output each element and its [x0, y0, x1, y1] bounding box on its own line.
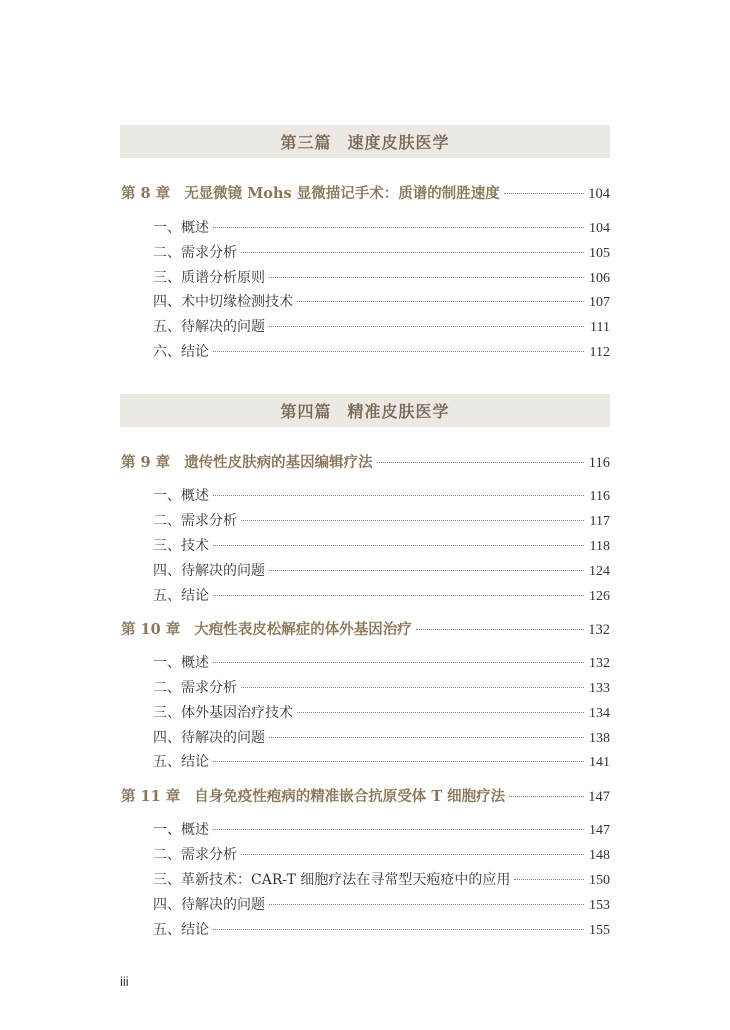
dot-leader [416, 629, 584, 630]
toc-section[interactable] [153, 269, 610, 288]
dot-leader [213, 495, 584, 496]
section-title: 二、需求分析 [153, 513, 237, 529]
section-title: 一、概述 [153, 822, 209, 838]
section-title: 四、术中切缘检测技术 [153, 294, 293, 310]
chapter-number: 第 10 章 [121, 621, 181, 638]
toc-section[interactable] [153, 871, 610, 890]
section-title: 一、概述 [153, 655, 209, 671]
page-number: 147 [589, 823, 610, 838]
chapter-title: 遗传性皮肤病的基因编辑疗法 [184, 454, 373, 471]
dot-leader [514, 879, 584, 880]
page-number: 155 [589, 923, 610, 938]
page-number: 153 [589, 898, 610, 913]
section-title: 二、需求分析 [153, 245, 237, 261]
page-number: 116 [589, 489, 610, 504]
section-title: 五、待解决的问题 [153, 319, 265, 335]
chapter-number: 第 8 章 [121, 185, 171, 202]
section-title: 五、结论 [153, 922, 209, 938]
toc-chapter-11[interactable] [121, 788, 610, 806]
page-number: 138 [589, 731, 610, 746]
page-number: 106 [589, 271, 610, 286]
chapter-title: 自身免疫性疱病的精准嵌合抗原受体 T 细胞疗法 [194, 788, 506, 805]
toc-chapter-9[interactable] [121, 454, 610, 472]
dot-leader [241, 252, 584, 253]
section-title: 一、概述 [153, 488, 209, 504]
part-title: 精准皮肤医学 [347, 402, 450, 421]
section-title: 二、需求分析 [153, 847, 237, 863]
section-title: 二、需求分析 [153, 680, 237, 696]
dot-leader [269, 570, 584, 571]
page-number: 111 [590, 320, 610, 335]
page-number: 147 [588, 789, 610, 805]
toc-section[interactable] [153, 654, 610, 673]
dot-leader [213, 929, 584, 930]
dot-leader [504, 193, 584, 194]
dot-leader [213, 761, 584, 762]
section-title: 三、体外基因治疗技术 [153, 705, 293, 721]
toc-section[interactable] [153, 244, 610, 263]
toc-section[interactable] [153, 896, 610, 915]
section-title: 五、结论 [153, 754, 209, 770]
section-title: 四、待解决的问题 [153, 563, 265, 579]
page-number: 141 [589, 755, 610, 770]
section-title: 四、待解决的问题 [153, 730, 265, 746]
part-label: 第四篇 [280, 402, 332, 421]
page-number: 116 [588, 455, 610, 471]
toc-chapter-8[interactable] [121, 185, 610, 203]
toc-section[interactable] [153, 753, 610, 772]
section-title: 三、革新技术：CAR-T 细胞疗法在寻常型天疱疮中的应用 [153, 872, 511, 888]
section-title: 三、技术 [153, 538, 209, 554]
section-title: 一、概述 [153, 220, 209, 236]
page-number: 118 [589, 539, 610, 554]
dot-leader [297, 712, 584, 713]
part-title: 速度皮肤医学 [347, 133, 450, 152]
dot-leader [269, 277, 584, 278]
dot-leader [213, 595, 584, 596]
chapter-number: 第 9 章 [121, 454, 171, 471]
toc-section[interactable] [153, 537, 610, 556]
page-number: 112 [589, 345, 610, 360]
dot-leader [241, 687, 584, 688]
toc-section[interactable] [153, 921, 610, 940]
page-number: 132 [589, 656, 610, 671]
page-number: 126 [589, 589, 610, 604]
section-title: 五、结论 [153, 588, 209, 604]
dot-leader [297, 301, 584, 302]
chapter-title: 大疱性表皮松解症的体外基因治疗 [194, 621, 412, 638]
toc-section[interactable] [153, 219, 610, 238]
page-folio: iii [120, 974, 129, 989]
page-number: 134 [589, 706, 610, 721]
toc-chapter-10[interactable] [121, 621, 610, 639]
part-heading-3 [120, 125, 610, 158]
dot-leader [269, 737, 584, 738]
toc-section[interactable] [153, 704, 610, 723]
page-number: 132 [588, 622, 610, 638]
toc-section[interactable] [153, 729, 610, 748]
dot-leader [509, 796, 584, 797]
page-number: 148 [589, 848, 610, 863]
dot-leader [377, 462, 584, 463]
page-number: 117 [589, 514, 610, 529]
dot-leader [241, 854, 584, 855]
toc-section[interactable] [153, 318, 610, 337]
toc-section[interactable] [153, 343, 610, 362]
toc-section[interactable] [153, 562, 610, 581]
chapter-number: 第 11 章 [121, 788, 181, 805]
page-number: 124 [589, 564, 610, 579]
page-number: 133 [589, 681, 610, 696]
part-label: 第三篇 [280, 133, 332, 152]
page-number: 105 [589, 246, 610, 261]
dot-leader [269, 326, 584, 327]
page-number: 107 [589, 295, 610, 310]
page-number: 150 [589, 873, 610, 888]
section-title: 三、质谱分析原则 [153, 270, 265, 286]
dot-leader [213, 662, 584, 663]
toc-section[interactable] [153, 821, 610, 840]
dot-leader [213, 545, 584, 546]
dot-leader [213, 351, 584, 352]
page-number: 104 [588, 186, 610, 202]
dot-leader [269, 904, 584, 905]
dot-leader [213, 829, 584, 830]
part-heading-4 [120, 394, 610, 427]
toc-section[interactable] [153, 587, 610, 606]
chapter-title: 无显微镜 Mohs 显微描记手术：质谱的制胜速度 [184, 185, 500, 202]
toc-section[interactable] [153, 679, 610, 698]
page-number: 104 [589, 221, 610, 236]
dot-leader [213, 227, 584, 228]
toc-section[interactable] [153, 846, 610, 865]
toc-section[interactable] [153, 487, 610, 506]
section-title: 六、结论 [153, 344, 209, 360]
dot-leader [241, 520, 584, 521]
toc-section[interactable] [153, 512, 610, 531]
toc-section[interactable] [153, 293, 610, 312]
section-title: 四、待解决的问题 [153, 897, 265, 913]
